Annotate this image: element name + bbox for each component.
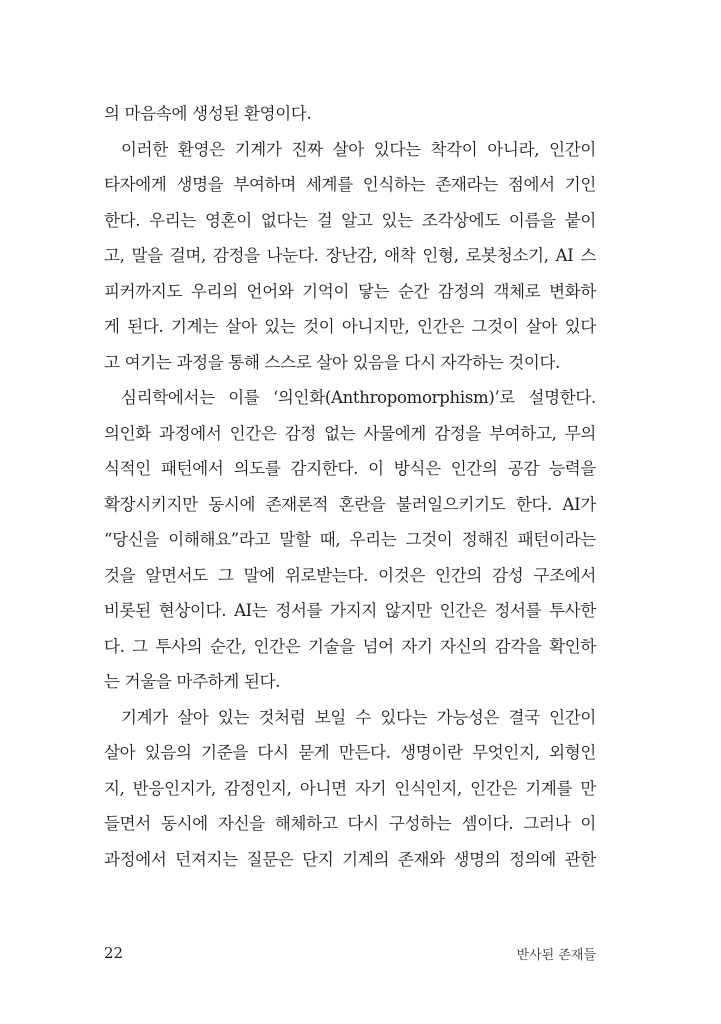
text-line: 비롯된 현상이다. AI는 정서를 가지지 않지만 인간은 정서를 투사한 xyxy=(104,601,596,620)
text-line: 기계가 살아 있는 것처럼 보일 수 있다는 가능성은 결국 인간이 xyxy=(121,707,596,727)
text-line: 게 된다. 기계는 살아 있는 것이 아니지만, 인간은 그것이 살아 있다 xyxy=(104,317,596,336)
text-line: 이러한 환영은 기계가 진짜 살아 있다는 착각이 아니라, 인간이 xyxy=(121,139,596,159)
text-line: 식적인 패턴에서 의도를 감지한다. 이 방식은 인간의 공감 능력을 xyxy=(104,459,596,478)
page-body xyxy=(104,96,596,877)
text-line: 의인화 과정에서 인간은 감정 없는 사물에게 감정을 부여하고, 무의 xyxy=(104,423,596,443)
text-line: 것을 알면서도 그 말에 위로받는다. 이것은 인간의 감성 구조에서 xyxy=(104,565,596,585)
text-line: 한다. 우리는 영혼이 없다는 걸 알고 있는 조각상에도 이름을 붙이 xyxy=(104,210,596,230)
text-line: 다. 그 투사의 순간, 인간은 기술을 넘어 자기 자신의 감각을 확인하 xyxy=(104,636,596,656)
text-line: 살아 있음의 기준을 다시 묻게 만든다. 생명이란 무엇인지, 외형인 xyxy=(104,743,596,762)
text-line: 확장시키지만 동시에 존재론적 혼란을 불러일으키기도 한다. AI가 xyxy=(104,494,596,514)
text-line: 지, 반응인지가, 감정인지, 아니면 자기 인식인지, 인간은 기계를 만 xyxy=(104,778,596,798)
text-line: 타자에게 생명을 부여하며 세계를 인식하는 존재라는 점에서 기인 xyxy=(104,175,596,194)
text-line: 고 여기는 과정을 통해 스스로 살아 있음을 다시 자각하는 것이다. xyxy=(104,352,561,372)
text-line: 들면서 동시에 자신을 해체하고 다시 구성하는 셈이다. 그러나 이 xyxy=(104,814,596,833)
text-line: 는 거울을 마주하게 된다. xyxy=(104,672,281,691)
text-line: 피커까지도 우리의 언어와 기억이 닿는 순간 감정의 객체로 변화하 xyxy=(104,281,596,301)
text-line: 의 마음속에 생성된 환영이다. xyxy=(104,104,312,123)
text-line: 과정에서 던져지는 질문은 단지 기계의 존재와 생명의 정의에 관한 xyxy=(104,849,596,869)
page-number: 22 xyxy=(104,944,124,962)
text-line: 심리학에서는 이를 ‘의인화(Anthropomorphism)’로 설명한다. xyxy=(121,388,596,407)
running-title: 반사된 존재들 xyxy=(516,948,596,963)
page-footer xyxy=(104,944,596,968)
text-line: 고, 말을 걸며, 감정을 나눈다. 장난감, 애착 인형, 로봇청소기, AI 스 xyxy=(104,246,596,265)
text-line: “당신을 이해해요”라고 말할 때, 우리는 그것이 정해진 패턴이라는 xyxy=(104,530,596,549)
